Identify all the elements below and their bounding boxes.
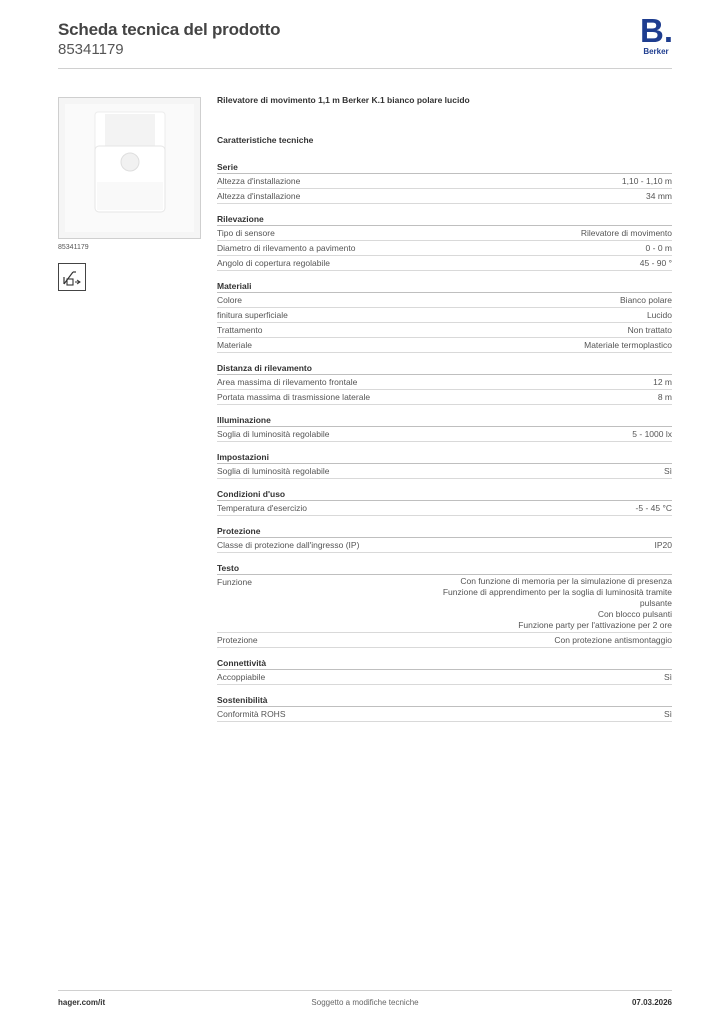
footer-divider xyxy=(58,990,672,991)
berker-logo xyxy=(640,12,673,56)
page-footer xyxy=(58,998,672,1010)
technical-data xyxy=(217,95,672,731)
spec-value: IP20 xyxy=(654,540,672,550)
spec-label: Funzione xyxy=(217,577,252,587)
function-line: Funzione di apprendimento per la soglia di luminosità tramite xyxy=(442,587,672,597)
product-image xyxy=(58,97,201,239)
spec-label: Materiale xyxy=(217,340,252,350)
spec-value-multiline xyxy=(443,575,672,632)
spec-row xyxy=(217,427,672,442)
section-title: Serie xyxy=(217,161,672,174)
logo-text: Berker xyxy=(643,47,669,56)
section-title: Distanza di rilevamento xyxy=(217,362,672,375)
spec-label: Area massima di rilevamento frontale xyxy=(217,377,358,387)
spec-value: 34 mm xyxy=(646,191,672,201)
section-title: Illuminazione xyxy=(217,414,672,427)
section-testo xyxy=(217,562,672,648)
spec-label: Protezione xyxy=(217,635,258,645)
spec-row xyxy=(217,575,672,633)
spec-label: Portata massima di trasmissione laterale xyxy=(217,392,371,402)
spec-row xyxy=(217,174,672,189)
spec-row xyxy=(217,241,672,256)
spec-value: Rilevatore di movimento xyxy=(580,228,672,238)
section-protezione xyxy=(217,525,672,553)
product-code: 85341179 xyxy=(58,41,124,58)
spec-label: Angolo di copertura regolabile xyxy=(217,258,330,268)
spec-row xyxy=(217,633,672,648)
spec-row xyxy=(217,256,672,271)
section-title: Impostazioni xyxy=(217,451,672,464)
function-line: Con blocco pulsanti xyxy=(597,609,672,619)
spec-label: finitura superficiale xyxy=(217,310,288,320)
header-divider xyxy=(58,68,672,69)
spec-label: Trattamento xyxy=(217,325,263,335)
section-connettivita xyxy=(217,657,672,685)
spec-value: Non trattato xyxy=(627,325,672,335)
spec-row xyxy=(217,338,672,353)
section-title: Materiali xyxy=(217,280,672,293)
spec-value: 45 - 90 ° xyxy=(639,258,672,268)
spec-row xyxy=(217,293,672,308)
spec-value: Lucido xyxy=(646,310,672,320)
spec-value: 12 m xyxy=(653,377,672,387)
spec-label: Diametro di rilevamento a pavimento xyxy=(217,243,356,253)
product-name: Rilevatore di movimento 1,1 m Berker K.1 bianco polare lucido xyxy=(217,95,470,105)
section-title: Testo xyxy=(217,562,672,575)
section-title: Protezione xyxy=(217,525,672,538)
motion-detector-image xyxy=(59,98,200,238)
section-impostazioni xyxy=(217,451,672,479)
footer-date: 07.03.2026 xyxy=(631,998,672,1007)
spec-row xyxy=(217,538,672,553)
spec-value: 8 m xyxy=(657,392,672,402)
function-line: Funzione party per l'attivazione per 2 ore xyxy=(518,620,672,630)
product-code-caption: 85341179 xyxy=(58,244,89,251)
spec-label: Temperatura d'esercizio xyxy=(217,503,307,513)
section-condizioni xyxy=(217,488,672,516)
section-distanza xyxy=(217,362,672,405)
section-title: Condizioni d'uso xyxy=(217,488,672,501)
spec-label: Tipo di sensore xyxy=(217,228,275,238)
function-line: Con funzione di memoria per la simulazione di presenza xyxy=(460,576,672,586)
spec-value: Sì xyxy=(663,466,672,476)
spec-value: 0 - 0 m xyxy=(645,243,672,253)
spec-row xyxy=(217,308,672,323)
spec-row xyxy=(217,323,672,338)
spec-row xyxy=(217,501,672,516)
section-title: Connettività xyxy=(217,657,672,670)
spec-value: 1,10 - 1,10 m xyxy=(621,176,672,186)
section-materiali xyxy=(217,280,672,353)
spec-row xyxy=(217,375,672,390)
spec-row xyxy=(217,390,672,405)
spec-value: Sì xyxy=(663,709,672,719)
spec-value: Materiale termoplastico xyxy=(584,340,672,350)
footer-website-link[interactable]: hager.com/it xyxy=(58,998,106,1007)
section-illuminazione xyxy=(217,414,672,442)
function-line: pulsante xyxy=(639,598,672,608)
spec-label: Classe di protezione dall'ingresso (IP) xyxy=(217,540,360,550)
spec-row xyxy=(217,226,672,241)
spec-label: Altezza d'installazione xyxy=(217,191,301,201)
section-title: Rilevazione xyxy=(217,213,672,226)
spec-row xyxy=(217,464,672,479)
characteristics-heading: Caratteristiche tecniche xyxy=(217,135,314,145)
spec-label: Conformità ROHS xyxy=(217,709,286,719)
spec-value: 5 - 1000 lx xyxy=(632,429,672,439)
page-header xyxy=(58,12,673,68)
logo-mark: B. xyxy=(640,12,673,49)
spec-label: Colore xyxy=(217,295,243,305)
section-title: Sostenibilità xyxy=(217,694,672,707)
footer-note: Soggetto a modifiche tecniche xyxy=(311,998,419,1007)
page-title: Scheda tecnica del prodotto xyxy=(58,20,281,39)
spec-value: Con protezione antismontaggio xyxy=(554,635,672,645)
section-sostenibilita xyxy=(217,694,672,722)
spec-value: -5 - 45 °C xyxy=(635,503,672,513)
surface-mount-symbol-icon xyxy=(58,263,86,291)
spec-value: Bianco polare xyxy=(620,295,672,305)
section-rilevazione xyxy=(217,213,672,271)
spec-label: Soglia di luminosità regolabile xyxy=(217,429,330,439)
spec-row xyxy=(217,707,672,722)
spec-row xyxy=(217,670,672,685)
spec-value: Sì xyxy=(663,672,672,682)
spec-label: Altezza d'installazione xyxy=(217,176,301,186)
spec-label: Soglia di luminosità regolabile xyxy=(217,466,330,476)
section-serie xyxy=(217,161,672,204)
spec-label: Accoppiabile xyxy=(217,672,266,682)
spec-row xyxy=(217,189,672,204)
